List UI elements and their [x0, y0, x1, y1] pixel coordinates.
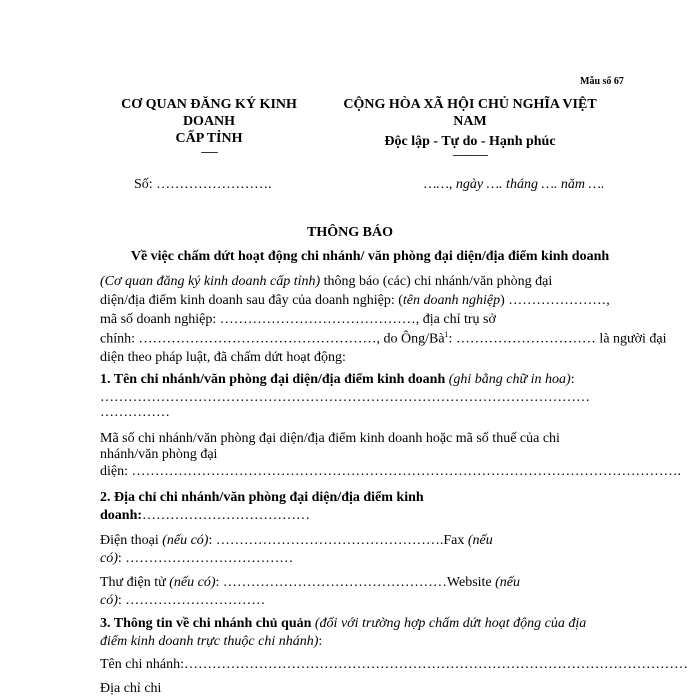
section-3-heading-2: điểm kinh doanh trực thuộc chi nhánh): — [100, 634, 323, 649]
intro-line-5: diện theo pháp luật, đã chấm dứt hoạt động: — [100, 350, 346, 365]
phone-line: Điện thoại (nếu có): ………………………………………….Fax (nếu — [100, 533, 493, 548]
nation-line-2: NAM — [453, 114, 487, 129]
intro-line-2: diện/địa điểm kinh doanh sau đây của doanh nghiệp: (tên doanh nghiệp) …………………, — [100, 293, 610, 308]
section-2-heading-1: 2. Địa chỉ chi nhánh/văn phòng đại diện/địa điểm kinh — [100, 490, 424, 505]
fax-line: có): ……………………………… — [100, 551, 294, 566]
document-date: ……, ngày …. tháng …. năm …. — [424, 177, 605, 192]
parent-branch-address: Địa chỉ chi — [100, 681, 162, 696]
intro-line-1: (Cơ quan đăng ký kinh doanh cấp tỉnh) thông báo (các) chi nhánh/văn phòng đại — [100, 274, 553, 289]
branch-code-line-2: nhánh/văn phòng đại — [100, 447, 218, 462]
agency-line-3: CẤP TỈNH — [175, 131, 243, 146]
parent-branch-name: Tên chi nhánh:……………………………………………………………………………………………… — [100, 657, 688, 672]
footnote-mark: 1 — [444, 330, 449, 339]
motto: Độc lập - Tự do - Hạnh phúc — [384, 134, 556, 149]
branch-code-line-1: Mã số chi nhánh/văn phòng đại diện/địa điểm kinh doanh hoặc mã số thuế của chi — [100, 431, 560, 446]
intro-line-4: chính: ……………………………………………, do Ông/$Bà^1$: ………………………… là người đại — [100, 330, 667, 347]
agency-header — [104, 96, 314, 159]
nation-line-1: CỘNG HÒA XÃ HỘI CHỦ NGHĨA VIỆT — [343, 97, 597, 112]
document-subtitle: Về việc chấm dứt hoạt động chi nhánh/ văn phòng đại diện/địa điểm kinh doanh — [130, 249, 610, 264]
section-3-heading-1: 3. Thông tin về chi nhánh chủ quản (đối với trường hợp chấm dứt hoạt động của địa — [100, 616, 587, 631]
section-2-heading-2: doanh:……………………………… — [100, 508, 311, 523]
section-1-dots-1: …………………………………………………………………………………………… — [100, 390, 590, 405]
agency-line-2: DOANH — [182, 114, 236, 129]
motto-rule: --------------- — [452, 150, 488, 161]
branch-code-line-3: diện: ………………………………………………………………………………………………………. — [100, 464, 681, 479]
form-number: Mẫu số 67 — [580, 76, 624, 87]
document-title: THÔNG BÁO — [307, 225, 393, 240]
agency-line-1: CƠ QUAN ĐĂNG KÝ KINH — [121, 97, 297, 112]
national-header — [330, 96, 610, 162]
agency-rule: ------- — [200, 147, 218, 158]
email-line: Thư điện tử (nếu có): …………………………………………Website (nếu — [100, 575, 521, 590]
intro-line-3: mã số doanh nghiệp: ……………………………………, địa chỉ trụ sở — [100, 312, 496, 327]
document-number: Số: ……………………. — [134, 177, 272, 192]
website-line: có): ………………………… — [100, 593, 266, 608]
section-1-dots-2: …………… — [100, 405, 170, 420]
section-1-heading: 1. Tên chi nhánh/văn phòng đại diện/địa điểm kinh doanh (ghi bằng chữ in hoa): — [100, 372, 575, 387]
